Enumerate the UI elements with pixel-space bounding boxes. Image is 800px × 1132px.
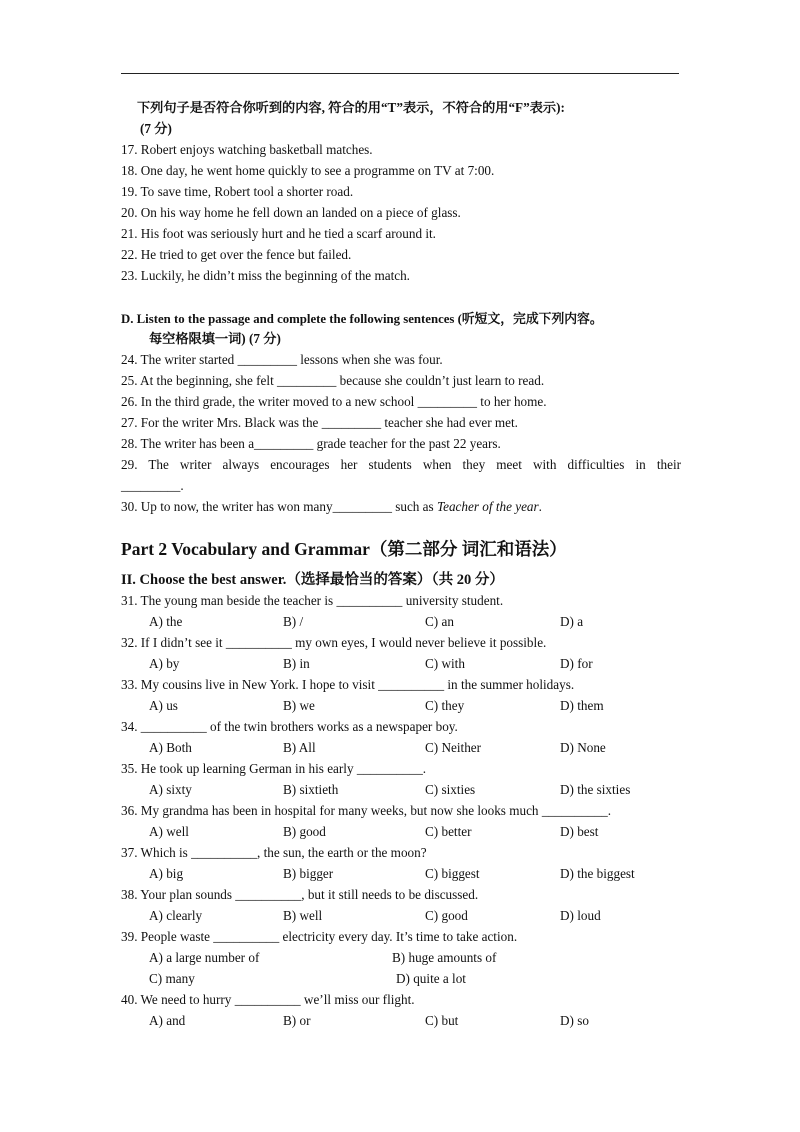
question-32: 32. If I didn’t see it __________ my own eyes, I would never believe it possible. bbox=[121, 635, 547, 650]
question-31: 31. The young man beside the teacher is __________ university student. bbox=[121, 593, 504, 608]
option-36-c: C) better bbox=[425, 824, 472, 839]
question-23: 23. Luckily, he didn’t miss the beginning of the match. bbox=[121, 268, 410, 283]
question-18: 18. One day, he went home quickly to see a programme on TV at 7:00. bbox=[121, 163, 495, 178]
option-39-a: A) a large number of bbox=[149, 950, 260, 965]
option-37-b: B) bigger bbox=[283, 866, 334, 881]
option-35-c: C) sixties bbox=[425, 782, 476, 797]
section-c-points: (7 分) bbox=[140, 121, 172, 136]
option-38-a: A) clearly bbox=[149, 908, 203, 923]
option-39-d: D) quite a lot bbox=[396, 971, 466, 986]
question-30-award: Teacher of the year bbox=[436, 499, 539, 514]
option-32-c: C) with bbox=[425, 656, 465, 671]
option-37-d: D) the biggest bbox=[560, 866, 635, 881]
option-33-b: B) we bbox=[283, 698, 315, 713]
option-38-d: D) loud bbox=[560, 908, 601, 923]
question-25: 25. At the beginning, she felt _________ because she couldn’t just learn to read. bbox=[121, 373, 545, 388]
option-33-d: D) them bbox=[560, 698, 604, 713]
option-31-c: C) an bbox=[425, 614, 454, 629]
option-40-d: D) so bbox=[560, 1013, 589, 1028]
option-35-b: B) sixtieth bbox=[283, 782, 339, 797]
option-31-a: A) the bbox=[149, 614, 183, 629]
question-33: 33. My cousins live in New York. I hope to visit __________ in the summer holidays. bbox=[121, 677, 575, 692]
option-32-b: B) in bbox=[283, 656, 310, 671]
question-30-text: 30. Up to now, the writer has won many_________ such as bbox=[121, 499, 437, 514]
question-29-blank: _________. bbox=[121, 478, 184, 493]
option-34-b: B) All bbox=[283, 740, 316, 755]
option-34-d: D) None bbox=[560, 740, 606, 755]
option-39-b: B) huge amounts of bbox=[392, 950, 497, 965]
option-36-a: A) well bbox=[149, 824, 189, 839]
option-38-c: C) good bbox=[425, 908, 468, 923]
question-17: 17. Robert enjoys watching basketball matches. bbox=[121, 142, 373, 157]
question-29: 29. The writer always encourages her students when they meet with difficulties in their bbox=[121, 457, 681, 472]
question-38: 38. Your plan sounds __________, but it still needs to be discussed. bbox=[121, 887, 479, 902]
question-36: 36. My grandma has been in hospital for many weeks, but now she looks much __________. bbox=[121, 803, 612, 818]
question-40: 40. We need to hurry __________ we’ll miss our flight. bbox=[121, 992, 415, 1007]
option-31-d: D) a bbox=[560, 614, 584, 629]
option-39-c: C) many bbox=[149, 971, 195, 986]
option-40-a: A) and bbox=[149, 1013, 186, 1028]
question-22: 22. He tried to get over the fence but failed. bbox=[121, 247, 352, 262]
question-19: 19. To save time, Robert tool a shorter road. bbox=[121, 184, 354, 199]
part2-title: Part 2 Vocabulary and Grammar（第二部分 词汇和语法） bbox=[121, 539, 567, 559]
option-35-a: A) sixty bbox=[149, 782, 192, 797]
question-34: 34. __________ of the twin brothers works as a newspaper boy. bbox=[121, 719, 458, 734]
option-38-b: B) well bbox=[283, 908, 323, 923]
option-33-a: A) us bbox=[149, 698, 178, 713]
part2-section-title: II. Choose the best answer.（选择最恰当的答案）（共 20 分） bbox=[121, 572, 504, 588]
option-33-c: C) they bbox=[425, 698, 465, 713]
option-37-c: C) biggest bbox=[425, 866, 480, 881]
option-35-d: D) the sixties bbox=[560, 782, 631, 797]
question-37: 37. Which is __________, the sun, the earth or the moon? bbox=[121, 845, 427, 860]
option-34-c: C) Neither bbox=[425, 740, 482, 755]
question-27: 27. For the writer Mrs. Black was the _________ teacher she had ever met. bbox=[121, 415, 518, 430]
option-37-a: A) big bbox=[149, 866, 184, 881]
header-rule bbox=[121, 73, 679, 74]
section-c-instruction: 下列句子是否符合你听到的内容, 符合的用“T”表示，不符合的用“F”表示): bbox=[137, 100, 565, 115]
question-20: 20. On his way home he fell down an landed on a piece of glass. bbox=[121, 205, 461, 220]
option-40-c: C) but bbox=[425, 1013, 459, 1028]
option-36-b: B) good bbox=[283, 824, 326, 839]
option-31-b: B) / bbox=[283, 614, 304, 629]
question-35: 35. He took up learning German in his early __________. bbox=[121, 761, 427, 776]
question-24: 24. The writer started _________ lessons when she was four. bbox=[121, 352, 443, 367]
option-32-d: D) for bbox=[560, 656, 593, 671]
question-26: 26. In the third grade, the writer moved to a new school _________ to her home. bbox=[121, 394, 547, 409]
question-21: 21. His foot was seriously hurt and he tied a scarf around it. bbox=[121, 226, 436, 241]
option-40-b: B) or bbox=[283, 1013, 311, 1028]
option-34-a: A) Both bbox=[149, 740, 192, 755]
question-30-end: . bbox=[538, 499, 542, 514]
question-28: 28. The writer has been a_________ grade teacher for the past 22 years. bbox=[121, 436, 501, 451]
question-39: 39. People waste __________ electricity every day. It’s time to take action. bbox=[121, 929, 518, 944]
question-30 bbox=[121, 499, 542, 515]
option-32-a: A) by bbox=[149, 656, 180, 671]
option-36-d: D) best bbox=[560, 824, 599, 839]
section-d-title: D. Listen to the passage and complete the following sentences (听短文，完成下列内容。 bbox=[121, 312, 603, 326]
section-d-title-cont: 每空格限填一词) (7 分) bbox=[149, 331, 281, 346]
